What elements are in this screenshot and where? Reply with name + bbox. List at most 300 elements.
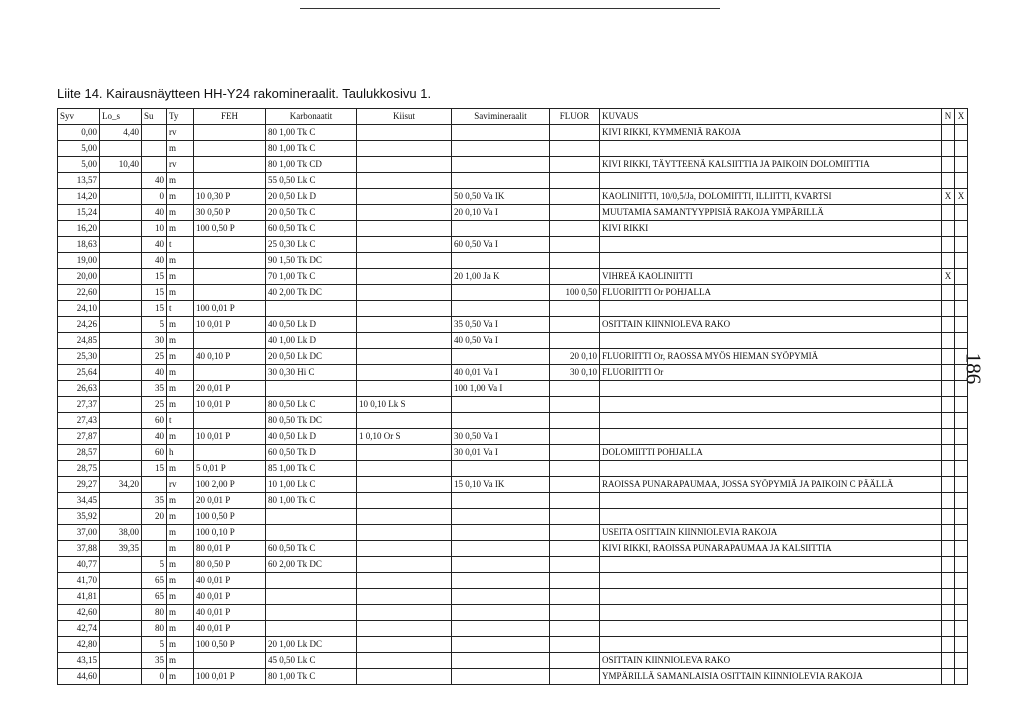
cell-ty: m [167,381,194,397]
cell-los [100,557,142,573]
cell-kiisut: 10 0,10 Lk S [357,397,452,413]
cell-ty: rv [167,477,194,493]
cell-savimineraalit [452,157,550,173]
table-row [58,285,968,301]
cell-n [942,669,955,685]
cell-syv: 42,80 [58,637,100,653]
cell-kiisut [357,237,452,253]
cell-syv: 44,60 [58,669,100,685]
cell-los [100,461,142,477]
cell-savimineraalit [452,253,550,269]
cell-kuvaus [600,605,942,621]
cell-fluor [550,621,600,637]
cell-kiisut [357,493,452,509]
cell-fluor [550,397,600,413]
col-syv-header: Syv [58,109,100,125]
cell-fluor [550,429,600,445]
cell-n [942,509,955,525]
cell-kuvaus: USEITA OSITTAIN KIINNIOLEVIA RAKOJA [600,525,942,541]
cell-savimineraalit [452,669,550,685]
cell-savimineraalit [452,509,550,525]
cell-feh: 40 0,01 P [194,621,266,637]
cell-kuvaus: FLUORIITTI Or [600,365,942,381]
cell-su: 65 [142,573,167,589]
cell-karbonaatit [266,605,357,621]
table-row [58,637,968,653]
table-row [58,173,968,189]
cell-su: 5 [142,637,167,653]
cell-n [942,141,955,157]
cell-los [100,573,142,589]
cell-kuvaus [600,621,942,637]
cell-kiisut [357,157,452,173]
cell-kuvaus [600,461,942,477]
cell-su: 25 [142,397,167,413]
cell-savimineraalit [452,557,550,573]
cell-karbonaatit: 70 1,00 Tk C [266,269,357,285]
cell-syv: 13,57 [58,173,100,189]
cell-los [100,381,142,397]
cell-su: 5 [142,317,167,333]
cell-kiisut [357,205,452,221]
table-row [58,493,968,509]
cell-karbonaatit [266,621,357,637]
table-row [58,461,968,477]
cell-syv: 42,60 [58,605,100,621]
cell-su [142,125,167,141]
cell-ty: m [167,253,194,269]
cell-feh: 30 0,50 P [194,205,266,221]
cell-su: 10 [142,221,167,237]
cell-syv: 14,20 [58,189,100,205]
cell-karbonaatit [266,589,357,605]
cell-kiisut [357,445,452,461]
cell-syv: 27,37 [58,397,100,413]
cell-su: 40 [142,253,167,269]
cell-kuvaus: VIHREÄ KAOLINIITTI [600,269,942,285]
page-number: 186 [961,352,986,385]
cell-n [942,205,955,221]
cell-syv: 5,00 [58,157,100,173]
cell-n [942,125,955,141]
cell-feh [194,157,266,173]
table-row [58,621,968,637]
cell-su: 35 [142,381,167,397]
cell-x [955,637,968,653]
cell-syv: 27,87 [58,429,100,445]
cell-syv: 19,00 [58,253,100,269]
table-row [58,317,968,333]
cell-ty: m [167,493,194,509]
table-row [58,301,968,317]
cell-su: 0 [142,669,167,685]
cell-ty: rv [167,157,194,173]
cell-n [942,429,955,445]
cell-n [942,397,955,413]
cell-x [955,621,968,637]
cell-fluor [550,509,600,525]
cell-kiisut: 1 0,10 Or S [357,429,452,445]
cell-feh: 5 0,01 P [194,461,266,477]
cell-karbonaatit: 40 0,50 Lk D [266,429,357,445]
cell-karbonaatit [266,301,357,317]
table-row [58,157,968,173]
cell-n [942,525,955,541]
cell-kuvaus [600,493,942,509]
cell-kuvaus [600,589,942,605]
cell-kuvaus: FLUORIITTI Or POHJALLA [600,285,942,301]
cell-su: 65 [142,589,167,605]
cell-karbonaatit: 20 0,50 Tk C [266,205,357,221]
cell-los [100,317,142,333]
cell-n [942,445,955,461]
cell-kuvaus: OSITTAIN KIINNIOLEVA RAKO [600,317,942,333]
cell-n [942,237,955,253]
cell-ty: m [167,365,194,381]
cell-x [955,157,968,173]
cell-ty: m [167,189,194,205]
cell-los [100,493,142,509]
cell-los [100,429,142,445]
cell-su: 20 [142,509,167,525]
cell-kiisut [357,221,452,237]
table-row [58,605,968,621]
cell-savimineraalit: 60 0,50 Va I [452,237,550,253]
cell-su: 40 [142,429,167,445]
cell-feh: 20 0,01 P [194,493,266,509]
cell-los [100,205,142,221]
cell-kuvaus [600,397,942,413]
cell-feh: 10 0,01 P [194,397,266,413]
cell-fluor [550,669,600,685]
cell-syv: 35,92 [58,509,100,525]
cell-savimineraalit: 40 0,01 Va I [452,365,550,381]
cell-savimineraalit: 40 0,50 Va I [452,333,550,349]
cell-kuvaus [600,301,942,317]
cell-savimineraalit: 20 0,10 Va I [452,205,550,221]
cell-kiisut [357,669,452,685]
cell-n [942,285,955,301]
cell-ty: m [167,509,194,525]
cell-n [942,413,955,429]
col-fluor-header: FLUOR [550,109,600,125]
cell-ty: m [167,349,194,365]
cell-x [955,173,968,189]
cell-savimineraalit [452,605,550,621]
cell-los: 4,40 [100,125,142,141]
cell-los [100,397,142,413]
cell-los [100,365,142,381]
cell-kuvaus [600,557,942,573]
cell-x [955,541,968,557]
cell-n: X [942,189,955,205]
cell-su: 40 [142,205,167,221]
cell-n [942,477,955,493]
table-row [58,365,968,381]
cell-feh [194,269,266,285]
cell-feh: 20 0,01 P [194,381,266,397]
cell-kiisut [357,621,452,637]
cell-ty: m [167,573,194,589]
cell-n [942,317,955,333]
cell-n [942,349,955,365]
cell-feh [194,413,266,429]
cell-su: 60 [142,413,167,429]
cell-x [955,605,968,621]
cell-karbonaatit [266,509,357,525]
col-karbonaatit-header: Karbonaatit [266,109,357,125]
cell-syv: 27,43 [58,413,100,429]
cell-fluor [550,205,600,221]
cell-ty: m [167,525,194,541]
cell-kiisut [357,141,452,157]
cell-feh [194,445,266,461]
cell-kiisut [357,349,452,365]
cell-fluor: 100 0,50 [550,285,600,301]
cell-kiisut [357,557,452,573]
cell-ty: h [167,445,194,461]
col-los-header: Lo_s [100,109,142,125]
cell-ty: m [167,269,194,285]
cell-x [955,285,968,301]
cell-savimineraalit [452,493,550,509]
cell-n [942,557,955,573]
cell-savimineraalit [452,349,550,365]
cell-savimineraalit [452,573,550,589]
cell-karbonaatit: 80 1,00 Tk C [266,669,357,685]
cell-su [142,141,167,157]
cell-kiisut [357,333,452,349]
cell-n [942,301,955,317]
cell-karbonaatit: 60 0,50 Tk D [266,445,357,461]
cell-kuvaus [600,381,942,397]
cell-syv: 42,74 [58,621,100,637]
cell-feh [194,653,266,669]
col-n-header: N [942,109,955,125]
cell-fluor [550,141,600,157]
cell-n [942,221,955,237]
table-row [58,557,968,573]
cell-n [942,573,955,589]
cell-ty: rv [167,125,194,141]
cell-savimineraalit: 50 0,50 Va IK [452,189,550,205]
cell-karbonaatit: 20 1,00 Lk DC [266,637,357,653]
cell-kuvaus: KIVI RIKKI, TÄYTTEENÄ KALSIITTIA JA PAIKOIN DOLOMIITTIA [600,157,942,173]
cell-n [942,605,955,621]
table-row [58,189,968,205]
cell-fluor [550,237,600,253]
cell-syv: 15,24 [58,205,100,221]
cell-savimineraalit [452,637,550,653]
cell-kiisut [357,173,452,189]
cell-kiisut [357,125,452,141]
cell-syv: 25,30 [58,349,100,365]
col-kiisut-header: Kiisut [357,109,452,125]
cell-kiisut [357,253,452,269]
cell-savimineraalit [452,173,550,189]
cell-los: 34,20 [100,477,142,493]
cell-kiisut [357,301,452,317]
cell-fluor [550,541,600,557]
cell-kiisut [357,317,452,333]
cell-n [942,621,955,637]
cell-x [955,269,968,285]
cell-x [955,205,968,221]
cell-feh [194,125,266,141]
cell-los [100,253,142,269]
cell-feh [194,285,266,301]
table-row [58,429,968,445]
cell-syv: 0,00 [58,125,100,141]
col-su-header: Su [142,109,167,125]
cell-karbonaatit: 40 1,00 Lk D [266,333,357,349]
cell-savimineraalit: 20 1,00 Ja K [452,269,550,285]
cell-savimineraalit [452,589,550,605]
table-row [58,477,968,493]
cell-savimineraalit [452,221,550,237]
cell-n [942,637,955,653]
cell-fluor [550,413,600,429]
cell-feh: 100 2,00 P [194,477,266,493]
table-row [58,125,968,141]
cell-los [100,269,142,285]
cell-kuvaus [600,173,942,189]
cell-karbonaatit: 80 1,00 Tk C [266,493,357,509]
cell-x [955,365,968,381]
cell-x [955,141,968,157]
cell-kiisut [357,413,452,429]
cell-syv: 40,77 [58,557,100,573]
cell-su: 80 [142,621,167,637]
cell-los [100,173,142,189]
cell-fluor: 20 0,10 [550,349,600,365]
cell-kiisut [357,541,452,557]
cell-syv: 20,00 [58,269,100,285]
cell-syv: 24,26 [58,317,100,333]
cell-feh: 40 0,10 P [194,349,266,365]
cell-x [955,445,968,461]
cell-su [142,477,167,493]
cell-su: 80 [142,605,167,621]
cell-kiisut [357,637,452,653]
cell-karbonaatit: 85 1,00 Tk C [266,461,357,477]
cell-karbonaatit: 40 0,50 Lk D [266,317,357,333]
cell-su: 60 [142,445,167,461]
cell-kuvaus: MUUTAMIA SAMANTYYPPISIÄ RAKOJA YMPÄRILLÄ [600,205,942,221]
cell-karbonaatit: 90 1,50 Tk DC [266,253,357,269]
cell-ty: m [167,333,194,349]
cell-kiisut [357,269,452,285]
cell-x [955,253,968,269]
cell-los [100,141,142,157]
cell-ty: m [167,605,194,621]
cell-karbonaatit: 80 1,00 Tk C [266,125,357,141]
cell-n [942,365,955,381]
cell-syv: 28,57 [58,445,100,461]
cell-ty: m [167,429,194,445]
cell-fluor [550,157,600,173]
table-row [58,525,968,541]
cell-karbonaatit [266,573,357,589]
cell-fluor [550,605,600,621]
cell-savimineraalit [452,413,550,429]
cell-fluor [550,493,600,509]
cell-kuvaus [600,573,942,589]
cell-n [942,653,955,669]
cell-syv: 5,00 [58,141,100,157]
cell-feh: 10 0,01 P [194,317,266,333]
cell-karbonaatit [266,525,357,541]
cell-ty: m [167,173,194,189]
cell-los [100,637,142,653]
cell-kiisut [357,653,452,669]
cell-savimineraalit [452,621,550,637]
cell-fluor [550,189,600,205]
cell-n [942,461,955,477]
table-row [58,349,968,365]
cell-fluor [550,173,600,189]
cell-los [100,509,142,525]
cell-fluor [550,221,600,237]
table-header [58,109,968,125]
table-row [58,141,968,157]
cell-syv: 28,75 [58,461,100,477]
cell-x [955,525,968,541]
cell-su: 35 [142,653,167,669]
cell-fluor [550,653,600,669]
cell-syv: 18,63 [58,237,100,253]
cell-karbonaatit: 45 0,50 Lk C [266,653,357,669]
cell-su: 15 [142,285,167,301]
cell-ty: m [167,285,194,301]
cell-ty: m [167,205,194,221]
table-row [58,205,968,221]
cell-syv: 16,20 [58,221,100,237]
cell-savimineraalit: 30 0,01 Va I [452,445,550,461]
cell-fluor [550,525,600,541]
cell-savimineraalit [452,285,550,301]
cell-fluor [550,573,600,589]
cell-savimineraalit [452,461,550,477]
cell-kiisut [357,285,452,301]
cell-x [955,669,968,685]
cell-karbonaatit: 80 0,50 Lk C [266,397,357,413]
cell-su: 0 [142,189,167,205]
cell-x [955,653,968,669]
col-x-header: X [955,109,968,125]
cell-savimineraalit [452,125,550,141]
table-row [58,589,968,605]
cell-kuvaus [600,333,942,349]
cell-su: 25 [142,349,167,365]
cell-los [100,237,142,253]
cell-kiisut [357,509,452,525]
cell-karbonaatit: 25 0,30 Lk C [266,237,357,253]
cell-fluor [550,253,600,269]
page-title: Liite 14. Kairausnäytteen HH-Y24 rakomineraalit. Taulukkosivu 1. [57,86,432,101]
cell-n [942,381,955,397]
cell-los: 39,35 [100,541,142,557]
cell-karbonaatit: 60 0,50 Tk C [266,221,357,237]
cell-feh: 10 0,30 P [194,189,266,205]
cell-kiisut [357,365,452,381]
cell-x [955,589,968,605]
cell-fluor [550,461,600,477]
cell-fluor [550,381,600,397]
cell-karbonaatit: 55 0,50 Lk C [266,173,357,189]
cell-syv: 37,88 [58,541,100,557]
cell-feh [194,237,266,253]
